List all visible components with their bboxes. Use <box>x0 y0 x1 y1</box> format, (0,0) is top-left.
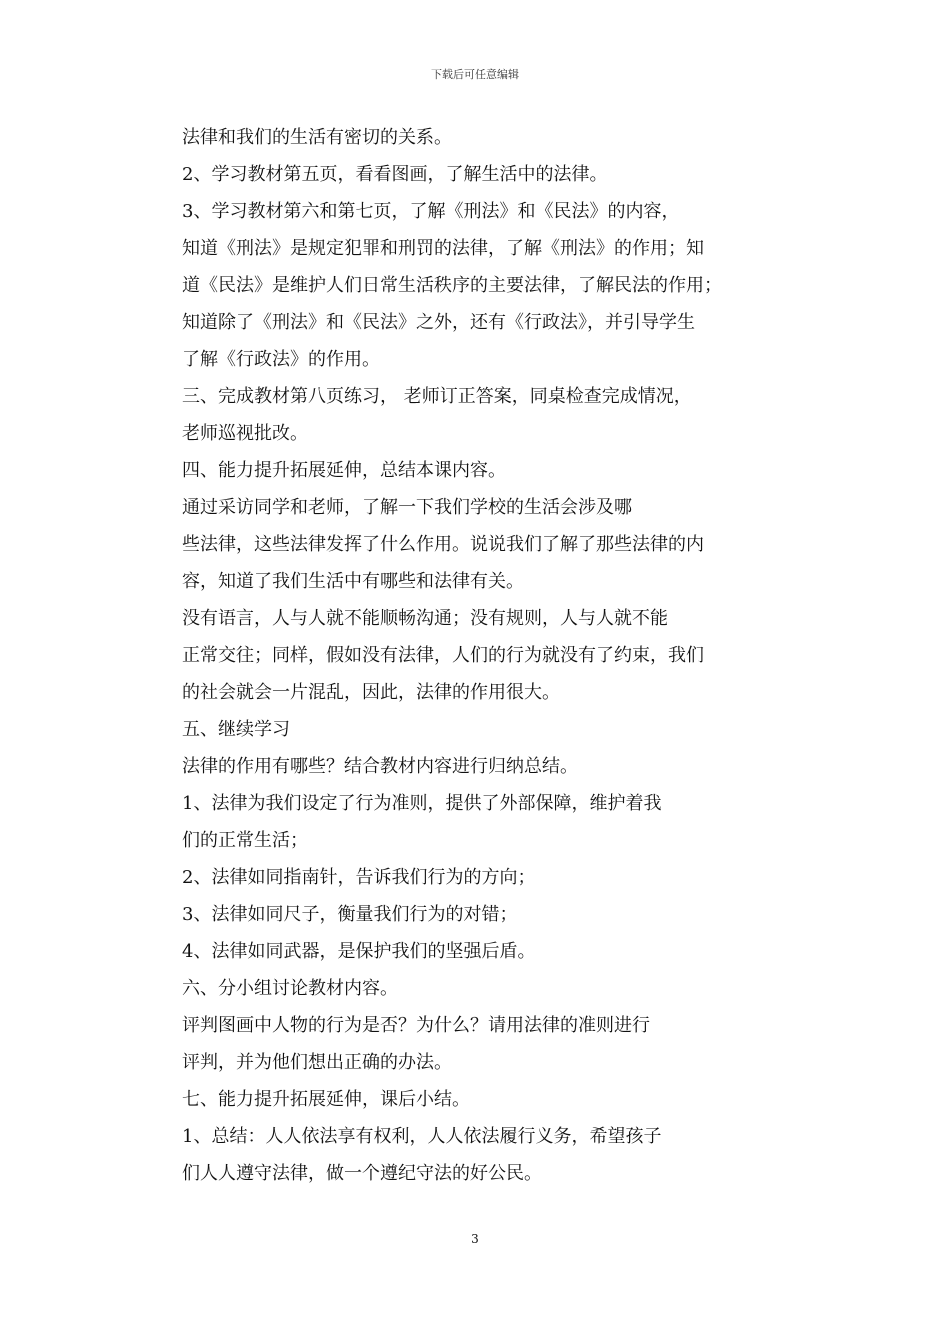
text-line: 2、法律如同指南针，告诉我们行为的方向； <box>182 867 536 888</box>
text-line: 知道《刑法》是规定犯罪和刑罚的法律，了解《刑法》的作用；知 <box>182 238 704 259</box>
text-line: 六、分小组讨论教材内容。 <box>182 978 398 999</box>
text-line: 法律和我们的生活有密切的关系。 <box>182 127 452 148</box>
text-line: 1、总结：人人依法享有权利，人人依法履行义务，希望孩子 <box>182 1126 662 1147</box>
text-line: 了解《行政法》的作用。 <box>182 349 380 370</box>
text-line: 老师巡视批改。 <box>182 423 308 444</box>
text-line: 五、继续学习 <box>182 719 290 740</box>
text-line: 正常交往；同样，假如没有法律，人们的行为就没有了约束，我们 <box>182 645 704 666</box>
page-header: 下载后可任意编辑 <box>431 68 519 81</box>
text-line: 容，知道了我们生活中有哪些和法律有关。 <box>182 571 524 592</box>
text-line: 2、学习教材第五页，看看图画，了解生活中的法律。 <box>182 164 608 185</box>
text-line: 些法律，这些法律发挥了什么作用。说说我们了解了那些法律的内 <box>182 534 704 555</box>
text-line: 七、能力提升拓展延伸，课后小结。 <box>182 1089 470 1110</box>
text-line: 法律的作用有哪些？结合教材内容进行归纳总结。 <box>182 756 578 777</box>
text-line: 评判，并为他们想出正确的办法。 <box>182 1052 452 1073</box>
text-line: 们的正常生活； <box>182 830 308 851</box>
text-line: 评判图画中人物的行为是否？为什么？请用法律的准则进行 <box>182 1015 650 1036</box>
text-line: 知道除了《刑法》和《民法》之外，还有《行政法》，并引导学生 <box>182 312 695 333</box>
page-number: 3 <box>471 1232 479 1246</box>
text-line: 1、法律为我们设定了行为准则，提供了外部保障，维护着我 <box>182 793 662 814</box>
text-line: 道《民法》是维护人们日常生活秩序的主要法律，了解民法的作用； <box>182 275 722 296</box>
text-line: 没有语言，人与人就不能顺畅沟通；没有规则，人与人就不能 <box>182 608 668 629</box>
text-line: 的社会就会一片混乱，因此，法律的作用很大。 <box>182 682 560 703</box>
text-line: 四、能力提升拓展延伸，总结本课内容。 <box>182 460 506 481</box>
text-line: 3、学习教材第六和第七页，了解《刑法》和《民法》的内容， <box>182 201 680 222</box>
text-line: 三、完成教材第八页练习， 老师订正答案，同桌检查完成情况， <box>182 386 692 407</box>
text-line: 4、法律如同武器，是保护我们的坚强后盾。 <box>182 941 536 962</box>
text-line: 通过采访同学和老师，了解一下我们学校的生活会涉及哪 <box>182 497 632 518</box>
text-line: 们人人遵守法律，做一个遵纪守法的好公民。 <box>182 1163 542 1184</box>
text-line: 3、法律如同尺子，衡量我们行为的对错； <box>182 904 518 925</box>
